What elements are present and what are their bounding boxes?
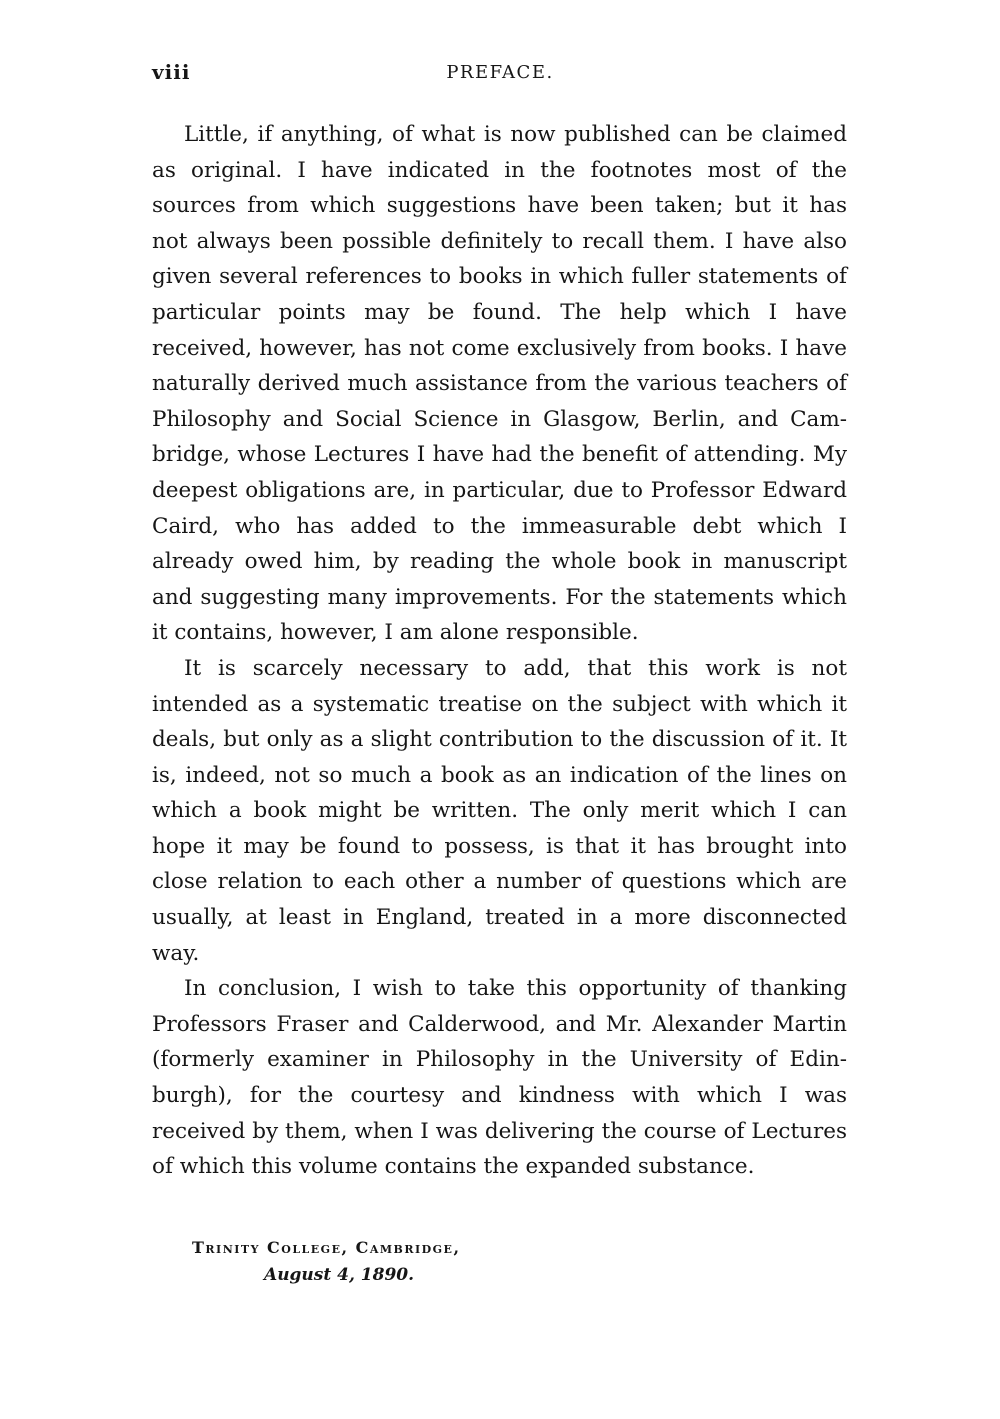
page-number: viii xyxy=(152,60,191,84)
preface-body xyxy=(152,117,847,1185)
sign-off-place: Trinity College, Cambridge, xyxy=(192,1238,461,1257)
paragraph-scope: It is scarcely necessary to add, that this work is not intended as a systematic treatise on the subject with which it deals, but only as a slight contribution to the discussion of it. It is, indeed, not so much a book as an indication of the lines on which a book might be written. The only merit which I can hope it may be found to possess, is that it has brought into close relation to each other a number of questions which are usually, at least in England, treated in a more disconnected way. xyxy=(152,655,847,966)
page-title: PREFACE. xyxy=(446,62,554,83)
paragraph-acknowledgements: In conclusion, I wish to take this opportunity of thanking Professors Fraser and Calderwood, and Mr. Alexander Martin (formerly examiner in Philosophy in the University of Edinburgh), for the courtesy and kindness with which I was received by them, when I was delivering the course of Lectures of which this volume contains the expanded substance. xyxy=(152,976,847,1180)
paragraph-originality: Little, if anything, of what is now published can be claimed as original. I have indicated in the footnotes most of the sources from which suggestions have been taken; but it has not always been possible definitely to recall them. I have also given several references to books in which fuller statements of particular points may be found. The help which I have received, however, has not come exclusively from books. I have naturally derived much assistance from the various teachers of Philosophy and Social Science in Glasgow, Berlin, and Cambridge, whose Lectures I have had the benefit of attending. My deepest obligations are, in particular, due to Professor Edward Caird, who has added to the immeasurable debt which I already owed him, by reading the whole book in manuscript and suggesting many improvements. For the statements which it contains, however, I am alone responsible. xyxy=(152,122,847,646)
running-head xyxy=(0,60,1000,90)
sign-off-date: August 4, 1890. xyxy=(264,1265,415,1285)
sign-off xyxy=(192,1234,461,1288)
